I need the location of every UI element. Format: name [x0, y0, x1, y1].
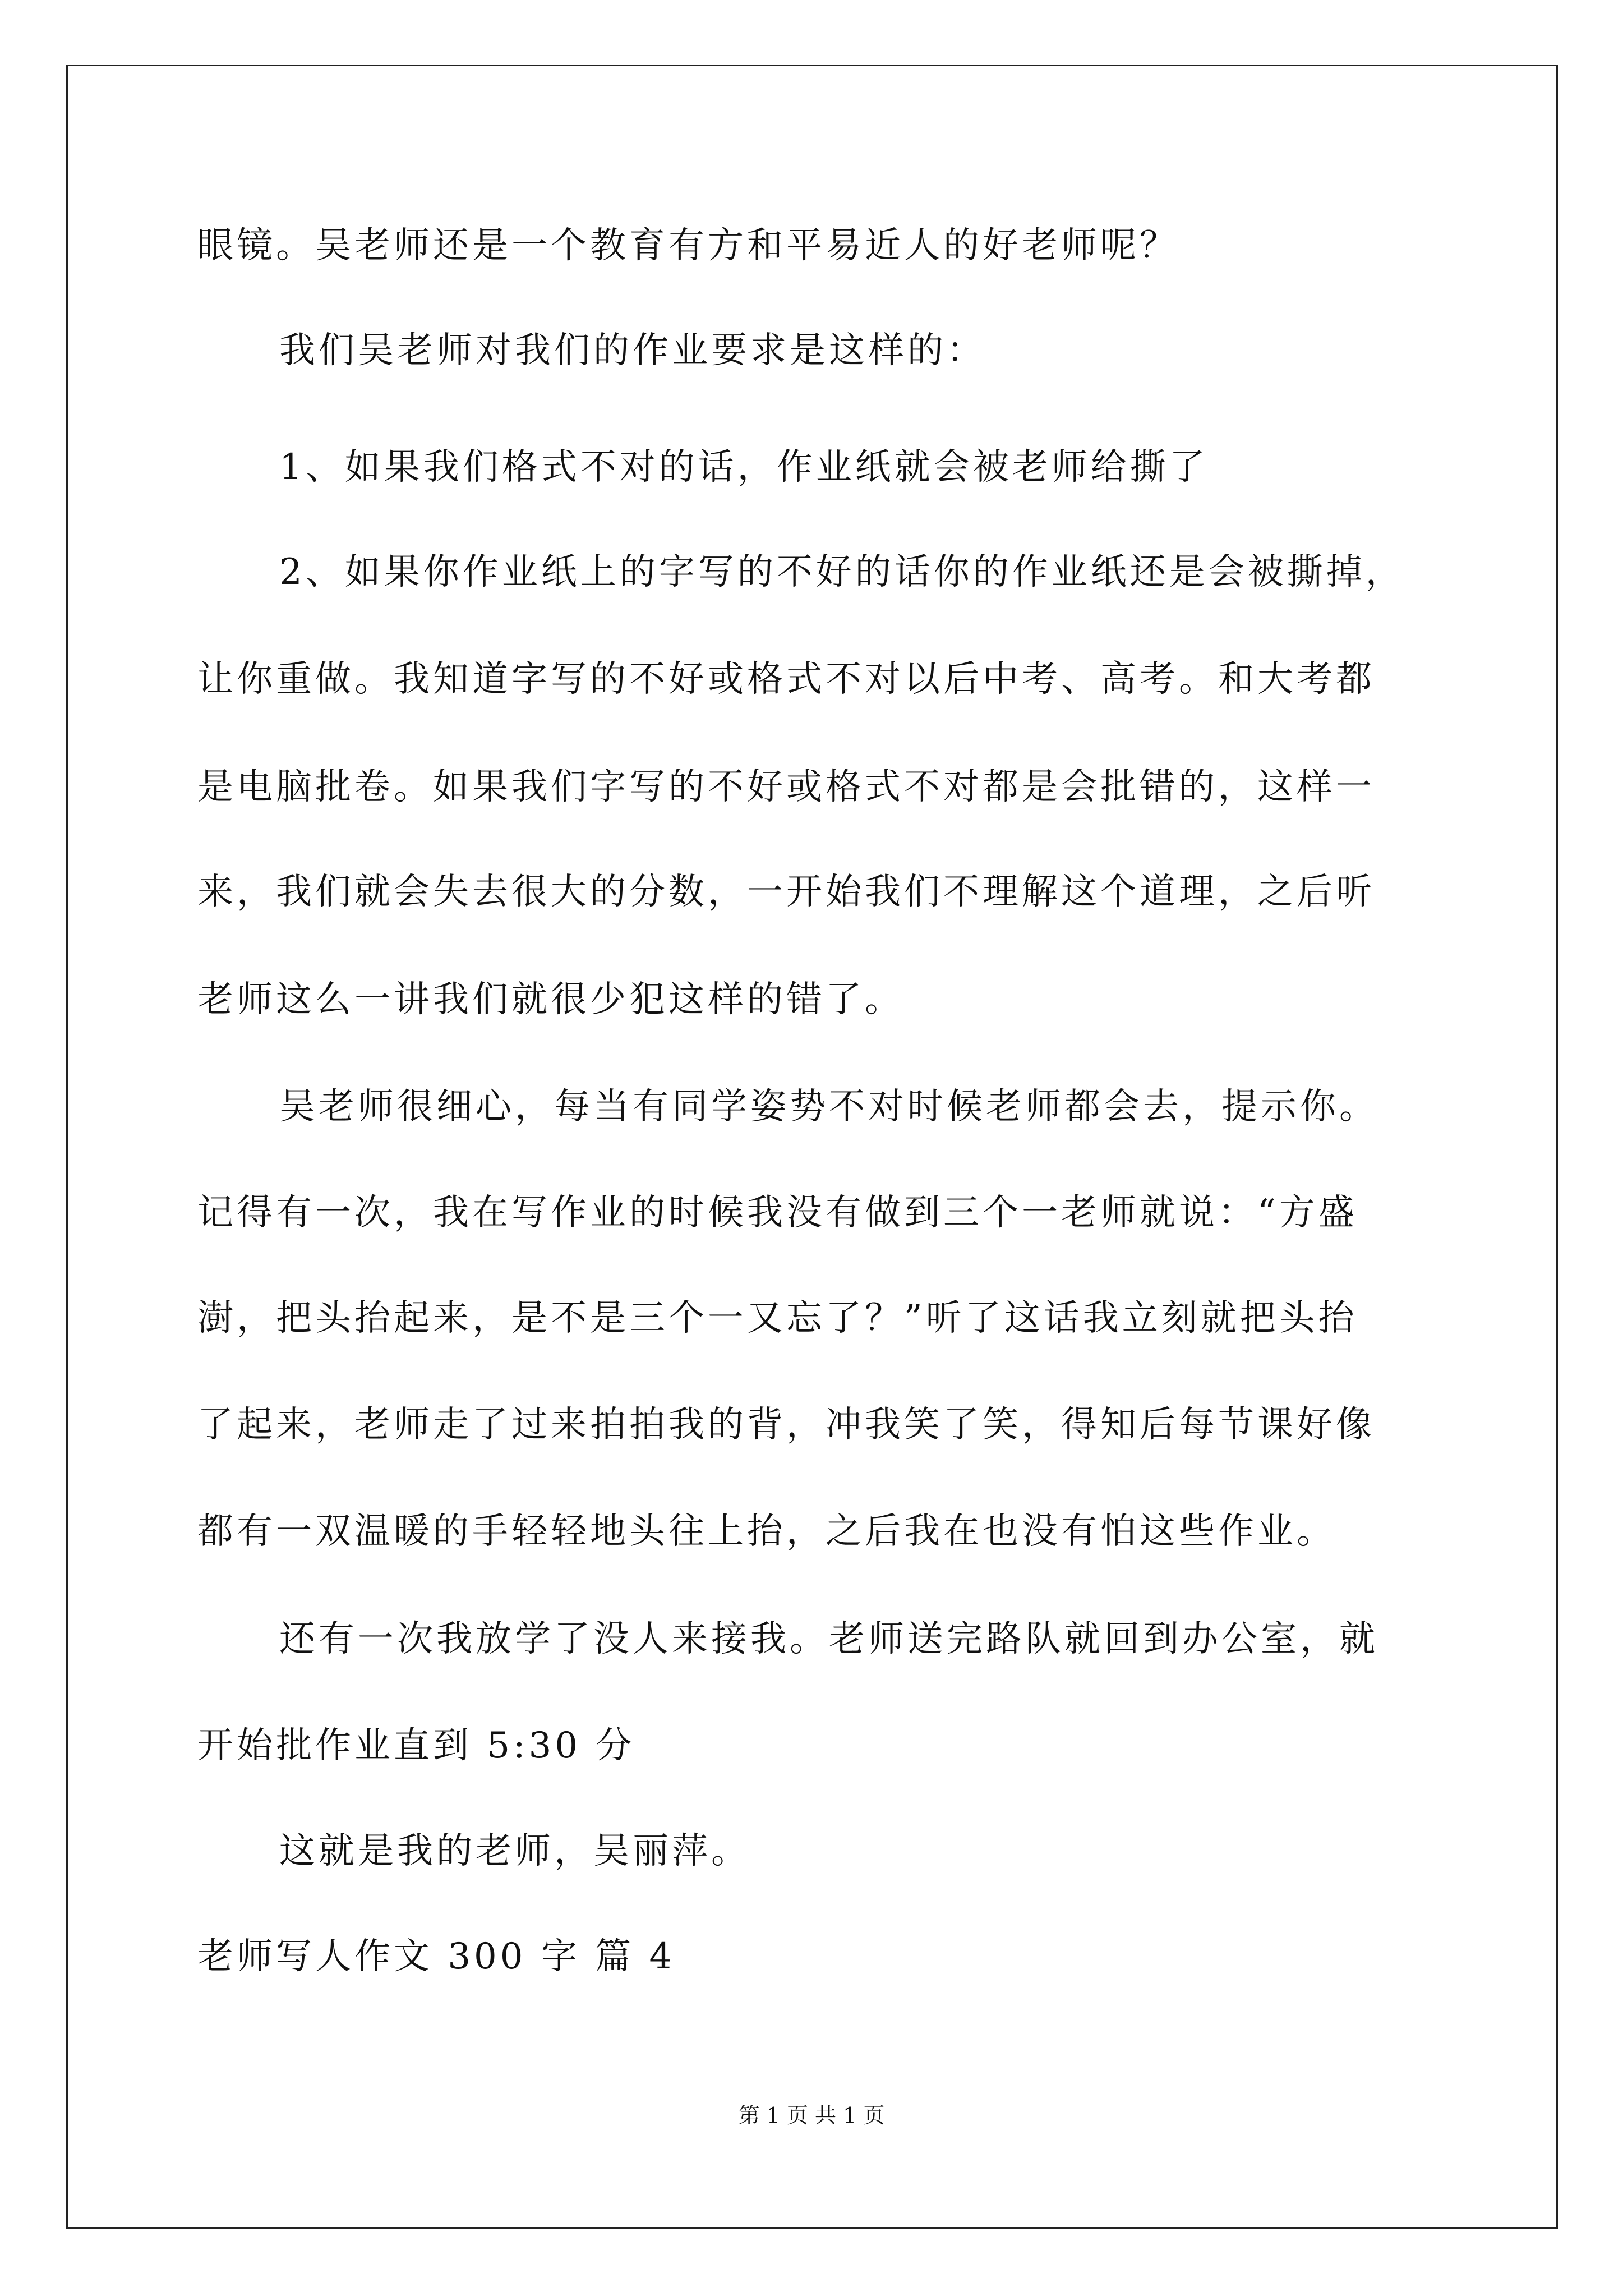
text-line: 老师这么一讲我们就很少犯这样的错了。 [197, 979, 904, 1020]
text-line: 让你重做。我知道字写的不好或格式不对以后中考、高考。和大考都 [197, 659, 1375, 700]
text-line: 1、如果我们格式不对的话，作业纸就会被老师给撕了 [279, 447, 1209, 488]
text-line: 开始批作业直到 5:30 分 [197, 1725, 635, 1766]
page-border [66, 65, 1558, 2229]
text-line: 了起来，老师走了过来拍拍我的背，冲我笑了笑，得知后每节课好像 [197, 1404, 1375, 1446]
text-line: 我们吴老师对我们的作业要求是这样的： [279, 330, 986, 371]
text-line: 都有一双温暖的手轻轻地头往上抬，之后我在也没有怕这些作业。 [197, 1511, 1336, 1552]
text-line: 是电脑批卷。如果我们字写的不好或格式不对都是会批错的，这样一 [197, 766, 1375, 808]
text-line: 2、如果你作业纸上的字写的不好的话你的作业纸还是会被撕掉， [279, 551, 1405, 593]
text-line: 记得有一次，我在写作业的时候我没有做到三个一老师就说：“方盛 [197, 1192, 1358, 1234]
text-line: 眼镜。吴老师还是一个教育有方和平易近人的好老师呢？ [197, 225, 1179, 266]
page-footer: 第 1 页 共 1 页 [738, 2103, 885, 2128]
text-line: 还有一次我放学了没人来接我。老师送完路队就回到办公室，就 [279, 1618, 1378, 1660]
text-line: 澍，把头抬起来，是不是三个一又忘了？”听了这话我立刻就把头抬 [197, 1297, 1358, 1339]
text-line: 这就是我的老师，吴丽萍。 [279, 1830, 750, 1872]
text-line: 来，我们就会失去很大的分数，一开始我们不理解这个道理，之后听 [197, 871, 1375, 913]
text-line: 吴老师很细心，每当有同学姿势不对时候老师都会去，提示你。 [279, 1086, 1378, 1128]
section-heading: 老师写人作文 300 字 篇 4 [197, 1936, 676, 1977]
